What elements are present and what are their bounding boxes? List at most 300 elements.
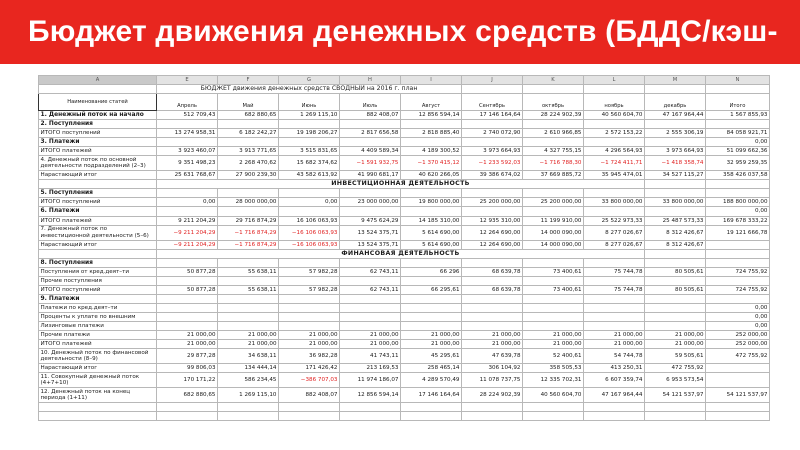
value-cell[interactable]: 40 560 604,70 [523,388,584,403]
value-cell[interactable]: 4 289 570,49 [401,373,462,388]
value-cell[interactable] [340,412,401,421]
value-cell[interactable] [584,412,645,421]
value-cell[interactable]: 306 104,92 [462,364,523,373]
value-cell[interactable] [340,189,401,198]
value-cell[interactable]: 472 755,92 [645,364,706,373]
value-cell[interactable]: 8 277 026,67 [584,240,645,249]
value-cell[interactable]: 2 268 470,62 [218,156,279,171]
value-cell[interactable] [523,120,584,129]
value-cell[interactable]: 35 945 474,01 [584,171,645,180]
row-label[interactable]: ИТОГО поступлений [39,129,157,138]
value-cell[interactable]: 0,00 [706,312,770,321]
value-cell[interactable] [706,120,770,129]
value-cell[interactable]: 19 121 666,78 [706,225,770,240]
cell[interactable] [645,180,706,189]
value-cell[interactable] [462,321,523,330]
value-cell[interactable] [706,403,770,412]
value-cell[interactable] [340,120,401,129]
value-cell[interactable] [401,403,462,412]
value-cell[interactable] [523,258,584,267]
value-cell[interactable]: 2 817 656,58 [340,129,401,138]
value-cell[interactable] [706,258,770,267]
value-cell[interactable] [523,207,584,216]
value-cell[interactable] [462,276,523,285]
value-cell[interactable]: 258 465,14 [401,364,462,373]
value-cell[interactable] [462,303,523,312]
value-cell[interactable] [157,303,218,312]
value-cell[interactable]: 5 614 690,00 [401,225,462,240]
value-cell[interactable] [584,138,645,147]
value-cell[interactable] [706,276,770,285]
value-cell[interactable]: 34 527 115,27 [645,171,706,180]
value-cell[interactable] [340,312,401,321]
value-cell[interactable]: 39 386 674,02 [462,171,523,180]
value-cell[interactable] [523,276,584,285]
value-cell[interactable]: 2 572 153,22 [584,129,645,138]
value-cell[interactable]: 28 224 902,39 [523,111,584,120]
value-cell[interactable]: 6 182 242,27 [218,129,279,138]
row-label[interactable]: Проценты к уплате по внешним [39,312,157,321]
name-header-cell[interactable]: Наименование статей [39,94,157,111]
month-header-cell[interactable]: Август [401,94,462,111]
value-cell[interactable]: 21 000,00 [218,331,279,340]
value-cell[interactable] [584,120,645,129]
value-cell[interactable] [645,294,706,303]
value-cell[interactable]: 358 505,53 [523,364,584,373]
month-header-cell[interactable]: ноябрь [584,94,645,111]
row-label[interactable]: Прочие платежи [39,331,157,340]
value-cell[interactable] [279,138,340,147]
value-cell[interactable] [645,189,706,198]
row-label[interactable]: 6. Платежи [39,207,157,216]
value-cell[interactable] [218,312,279,321]
value-cell[interactable]: 55 638,11 [218,267,279,276]
cell[interactable] [39,249,157,258]
value-cell[interactable] [401,207,462,216]
month-header-cell[interactable]: октябрь [523,94,584,111]
value-cell[interactable]: 84 058 921,71 [706,129,770,138]
value-cell[interactable]: 73 400,61 [523,267,584,276]
value-cell[interactable]: 21 000,00 [645,340,706,349]
value-cell[interactable]: 21 000,00 [401,340,462,349]
value-cell[interactable] [157,258,218,267]
value-cell[interactable]: 252 000,00 [706,340,770,349]
row-label[interactable]: 3. Платежи [39,138,157,147]
row-label[interactable]: Поступления от кред.деят–ти [39,267,157,276]
row-label[interactable]: ИТОГО поступлений [39,198,157,207]
value-cell[interactable]: 75 744,78 [584,285,645,294]
value-cell[interactable] [523,138,584,147]
value-cell[interactable] [218,412,279,421]
value-cell[interactable]: 17 146 164,64 [462,111,523,120]
value-cell[interactable]: 9 475 624,29 [340,216,401,225]
value-cell[interactable] [279,258,340,267]
value-cell[interactable] [523,303,584,312]
value-cell[interactable]: 11 974 186,07 [340,373,401,388]
value-cell[interactable]: 170 171,22 [157,373,218,388]
column-header-f[interactable]: F [218,76,279,85]
value-cell[interactable] [401,189,462,198]
value-cell[interactable] [279,412,340,421]
value-cell[interactable]: 6 607 359,74 [584,373,645,388]
value-cell[interactable]: 682 880,65 [157,388,218,403]
value-cell[interactable]: 68 639,78 [462,285,523,294]
month-header-cell[interactable]: Июль [340,94,401,111]
value-cell[interactable]: 19 198 206,27 [279,129,340,138]
value-cell[interactable]: 66 295,61 [401,285,462,294]
row-label[interactable]: 2. Поступления [39,120,157,129]
value-cell[interactable] [645,312,706,321]
row-label[interactable]: ИТОГО платежей [39,147,157,156]
value-cell[interactable]: 882 408,07 [279,388,340,403]
value-cell[interactable]: 25 631 768,67 [157,171,218,180]
value-cell[interactable]: 21 000,00 [584,340,645,349]
row-label[interactable] [39,412,157,421]
value-cell[interactable]: −1 716 874,29 [218,240,279,249]
value-cell[interactable] [340,258,401,267]
value-cell[interactable] [340,321,401,330]
value-cell[interactable]: 12 335 702,31 [523,373,584,388]
value-cell[interactable]: 50 877,28 [157,285,218,294]
value-cell[interactable]: 169 678 333,22 [706,216,770,225]
value-cell[interactable]: 0,00 [706,138,770,147]
report-title[interactable]: БЮДЖЕТ движения денежных средств СВОДНЫЙ на 2016 г. план [157,85,462,94]
value-cell[interactable]: 13 524 375,71 [340,240,401,249]
value-cell[interactable] [279,294,340,303]
column-header-k[interactable]: K [523,76,584,85]
value-cell[interactable] [218,189,279,198]
value-cell[interactable] [462,138,523,147]
value-cell[interactable] [401,120,462,129]
row-label[interactable]: Нарастающий итог [39,171,157,180]
cell[interactable] [523,85,584,94]
value-cell[interactable]: 4 327 755,15 [523,147,584,156]
value-cell[interactable]: 586 234,45 [218,373,279,388]
value-cell[interactable] [218,321,279,330]
value-cell[interactable] [401,276,462,285]
value-cell[interactable]: −1 418 358,74 [645,156,706,171]
value-cell[interactable]: 13 274 958,31 [157,129,218,138]
value-cell[interactable]: 11 078 737,75 [462,373,523,388]
row-label[interactable]: ИТОГО платежей [39,340,157,349]
value-cell[interactable]: −9 211 204,29 [157,240,218,249]
value-cell[interactable]: 21 000,00 [523,340,584,349]
column-header-m[interactable]: M [645,76,706,85]
value-cell[interactable] [218,294,279,303]
value-cell[interactable] [523,321,584,330]
value-cell[interactable] [523,294,584,303]
value-cell[interactable]: 21 000,00 [157,331,218,340]
value-cell[interactable]: 171 426,42 [279,364,340,373]
value-cell[interactable] [462,403,523,412]
value-cell[interactable]: 16 106 063,93 [279,216,340,225]
value-cell[interactable]: 57 982,28 [279,285,340,294]
value-cell[interactable] [584,207,645,216]
value-cell[interactable]: 57 982,28 [279,267,340,276]
value-cell[interactable] [584,294,645,303]
value-cell[interactable]: 54 121 537,97 [645,388,706,403]
value-cell[interactable]: −1 716 874,29 [218,225,279,240]
value-cell[interactable]: 9 351 498,23 [157,156,218,171]
value-cell[interactable] [279,276,340,285]
row-label[interactable]: Нарастающий итог [39,364,157,373]
value-cell[interactable] [218,120,279,129]
value-cell[interactable] [706,373,770,388]
value-cell[interactable]: 80 505,61 [645,267,706,276]
value-cell[interactable]: 12 264 690,00 [462,225,523,240]
value-cell[interactable]: −1 591 932,75 [340,156,401,171]
value-cell[interactable]: −16 106 063,93 [279,240,340,249]
value-cell[interactable] [401,294,462,303]
value-cell[interactable]: 37 669 885,72 [523,171,584,180]
cell[interactable] [39,180,157,189]
value-cell[interactable]: 358 426 037,58 [706,171,770,180]
value-cell[interactable]: 54 744,78 [584,349,645,364]
column-header-e[interactable]: E [157,76,218,85]
row-label[interactable]: 12. Денежный поток на конец периода (1+11) [39,388,157,403]
month-header-cell[interactable]: декабрь [645,94,706,111]
value-cell[interactable]: 724 755,92 [706,267,770,276]
value-cell[interactable]: 14 185 310,00 [401,216,462,225]
row-label[interactable]: 4. Денежный поток по основной деятельности подразделений (2–3) [39,156,157,171]
value-cell[interactable] [584,276,645,285]
row-label[interactable]: 9. Платежи [39,294,157,303]
value-cell[interactable] [157,312,218,321]
value-cell[interactable] [279,403,340,412]
month-header-cell[interactable]: Апрель [157,94,218,111]
value-cell[interactable]: 21 000,00 [523,331,584,340]
value-cell[interactable]: 43 582 613,92 [279,171,340,180]
value-cell[interactable] [584,403,645,412]
value-cell[interactable]: 12 264 690,00 [462,240,523,249]
value-cell[interactable]: 21 000,00 [584,331,645,340]
row-label[interactable]: Прочие поступления [39,276,157,285]
value-cell[interactable]: 8 277 026,67 [584,225,645,240]
value-cell[interactable] [401,138,462,147]
value-cell[interactable] [218,276,279,285]
value-cell[interactable] [645,403,706,412]
value-cell[interactable]: 80 505,61 [645,285,706,294]
value-cell[interactable]: 21 000,00 [462,340,523,349]
row-label[interactable]: ИТОГО платежей [39,216,157,225]
value-cell[interactable]: 1 567 855,93 [706,111,770,120]
value-cell[interactable] [157,294,218,303]
value-cell[interactable] [340,207,401,216]
value-cell[interactable]: −1 724 411,71 [584,156,645,171]
value-cell[interactable]: 73 400,61 [523,285,584,294]
value-cell[interactable]: −386 707,03 [279,373,340,388]
value-cell[interactable] [340,276,401,285]
value-cell[interactable]: −1 716 788,30 [523,156,584,171]
row-label[interactable]: 5. Поступления [39,189,157,198]
section-title[interactable]: ФИНАНСОВАЯ ДЕЯТЕЛЬНОСТЬ [157,249,645,258]
value-cell[interactable]: 2 610 966,85 [523,129,584,138]
value-cell[interactable] [340,294,401,303]
value-cell[interactable]: 17 146 164,64 [401,388,462,403]
value-cell[interactable] [462,294,523,303]
value-cell[interactable]: 25 200 000,00 [523,198,584,207]
value-cell[interactable]: 3 923 460,07 [157,147,218,156]
value-cell[interactable]: 52 400,61 [523,349,584,364]
month-header-cell[interactable]: Сентябрь [462,94,523,111]
value-cell[interactable]: 0,00 [279,198,340,207]
value-cell[interactable]: 21 000,00 [340,340,401,349]
value-cell[interactable]: 19 800 000,00 [401,198,462,207]
value-cell[interactable] [157,120,218,129]
value-cell[interactable]: 15 682 374,62 [279,156,340,171]
value-cell[interactable] [157,412,218,421]
value-cell[interactable] [401,321,462,330]
value-cell[interactable] [706,189,770,198]
value-cell[interactable]: 512 709,43 [157,111,218,120]
value-cell[interactable]: 13 524 375,71 [340,225,401,240]
row-label[interactable]: 10. Денежный поток по финансовой деятельности (8–9) [39,349,157,364]
value-cell[interactable]: 213 169,53 [340,364,401,373]
value-cell[interactable] [523,189,584,198]
value-cell[interactable]: 8 312 426,67 [645,240,706,249]
month-header-cell[interactable]: Июнь [279,94,340,111]
value-cell[interactable] [279,312,340,321]
value-cell[interactable] [584,303,645,312]
value-cell[interactable]: 21 000,00 [340,331,401,340]
value-cell[interactable]: 29 877,28 [157,349,218,364]
value-cell[interactable]: 2 555 306,19 [645,129,706,138]
value-cell[interactable]: 68 639,78 [462,267,523,276]
value-cell[interactable] [584,312,645,321]
value-cell[interactable]: 4 296 564,93 [584,147,645,156]
value-cell[interactable]: 50 877,28 [157,267,218,276]
value-cell[interactable]: 2 818 885,40 [401,129,462,138]
cell[interactable] [584,85,645,94]
value-cell[interactable] [218,207,279,216]
value-cell[interactable]: 41 743,11 [340,349,401,364]
value-cell[interactable]: 33 800 000,00 [645,198,706,207]
column-header-l[interactable]: L [584,76,645,85]
value-cell[interactable] [706,364,770,373]
value-cell[interactable]: 27 900 239,30 [218,171,279,180]
value-cell[interactable] [279,207,340,216]
value-cell[interactable]: 75 744,78 [584,267,645,276]
cell[interactable] [706,85,770,94]
value-cell[interactable] [218,403,279,412]
value-cell[interactable] [645,207,706,216]
value-cell[interactable] [218,303,279,312]
value-cell[interactable]: 33 800 000,00 [584,198,645,207]
value-cell[interactable]: 12 856 594,14 [340,388,401,403]
value-cell[interactable]: 55 638,11 [218,285,279,294]
value-cell[interactable]: 47 167 964,44 [584,388,645,403]
cell[interactable] [706,249,770,258]
column-header-a[interactable]: A [39,76,157,85]
value-cell[interactable]: 0,00 [157,198,218,207]
row-label[interactable]: ИТОГО поступлений [39,285,157,294]
value-cell[interactable] [157,276,218,285]
value-cell[interactable]: 21 000,00 [645,331,706,340]
value-cell[interactable]: 66 296 [401,267,462,276]
month-header-cell[interactable]: Итого [706,94,770,111]
value-cell[interactable]: 62 743,11 [340,267,401,276]
column-header-j[interactable]: J [462,76,523,85]
value-cell[interactable]: 0,00 [706,321,770,330]
value-cell[interactable] [523,412,584,421]
column-header-i[interactable]: I [401,76,462,85]
value-cell[interactable] [462,207,523,216]
value-cell[interactable]: 21 000,00 [401,331,462,340]
value-cell[interactable]: −16 106 063,93 [279,225,340,240]
section-title[interactable]: ИНВЕСТИЦИОННАЯ ДЕЯТЕЛЬНОСТЬ [157,180,645,189]
value-cell[interactable] [462,189,523,198]
value-cell[interactable]: 23 000 000,00 [340,198,401,207]
value-cell[interactable]: 21 000,00 [218,340,279,349]
value-cell[interactable]: 472 755,92 [706,349,770,364]
column-header-g[interactable]: G [279,76,340,85]
value-cell[interactable]: 51 099 662,36 [706,147,770,156]
row-label[interactable]: 7. Денежный поток по инвестиционной деятельности (5–6) [39,225,157,240]
value-cell[interactable] [462,312,523,321]
value-cell[interactable]: 0,00 [706,303,770,312]
value-cell[interactable]: 134 444,14 [218,364,279,373]
value-cell[interactable]: 47 167 964,44 [645,111,706,120]
value-cell[interactable] [401,412,462,421]
value-cell[interactable]: 25 200 000,00 [462,198,523,207]
value-cell[interactable]: 9 211 204,29 [157,216,218,225]
value-cell[interactable]: 25 522 973,33 [584,216,645,225]
value-cell[interactable] [584,321,645,330]
value-cell[interactable]: 21 000,00 [462,331,523,340]
value-cell[interactable] [279,321,340,330]
value-cell[interactable] [645,412,706,421]
value-cell[interactable] [645,258,706,267]
value-cell[interactable] [645,138,706,147]
value-cell[interactable]: 34 638,11 [218,349,279,364]
value-cell[interactable] [218,258,279,267]
value-cell[interactable] [584,258,645,267]
value-cell[interactable]: 21 000,00 [279,331,340,340]
value-cell[interactable]: −1 233 592,03 [462,156,523,171]
value-cell[interactable]: 12 935 310,00 [462,216,523,225]
value-cell[interactable]: 99 806,03 [157,364,218,373]
value-cell[interactable]: 11 199 910,00 [523,216,584,225]
value-cell[interactable] [706,240,770,249]
row-label[interactable]: 8. Поступления [39,258,157,267]
value-cell[interactable]: 1 269 115,10 [279,111,340,120]
value-cell[interactable]: 29 716 874,29 [218,216,279,225]
value-cell[interactable] [645,120,706,129]
value-cell[interactable] [157,321,218,330]
value-cell[interactable] [157,207,218,216]
value-cell[interactable]: 1 269 115,10 [218,388,279,403]
value-cell[interactable]: 0,00 [706,207,770,216]
value-cell[interactable] [645,276,706,285]
value-cell[interactable] [584,189,645,198]
value-cell[interactable]: 14 000 090,00 [523,240,584,249]
value-cell[interactable]: 2 740 072,90 [462,129,523,138]
value-cell[interactable] [157,403,218,412]
column-header-n[interactable]: N [706,76,770,85]
value-cell[interactable] [340,138,401,147]
value-cell[interactable]: 188 800 000,00 [706,198,770,207]
value-cell[interactable] [279,189,340,198]
value-cell[interactable]: 54 121 537,97 [706,388,770,403]
value-cell[interactable]: 62 743,11 [340,285,401,294]
value-cell[interactable] [523,403,584,412]
value-cell[interactable]: 252 000,00 [706,331,770,340]
value-cell[interactable] [279,120,340,129]
value-cell[interactable] [218,138,279,147]
month-header-cell[interactable]: Май [218,94,279,111]
value-cell[interactable]: 5 614 690,00 [401,240,462,249]
value-cell[interactable] [462,120,523,129]
